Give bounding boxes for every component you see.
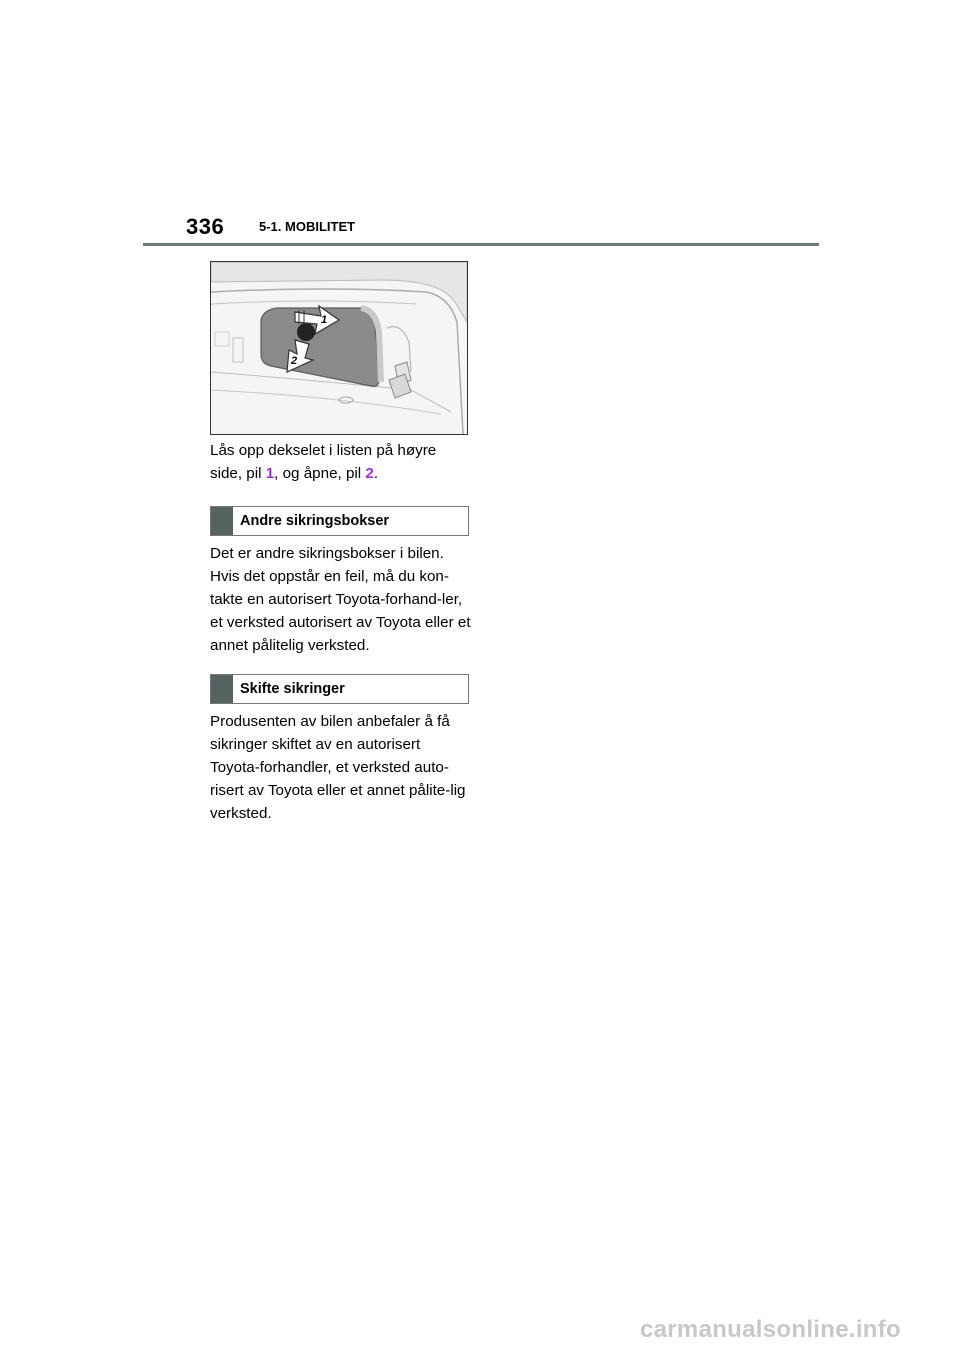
replace-fuses-paragraph: Produsenten av bilen anbefaler å få sikringer skiftet av en autorisert Toyota-forhandler, et verksted auto-risert av Toyota eller et annet pålite-lig verksted. xyxy=(210,713,466,822)
watermark: carmanualsonline.info xyxy=(640,1316,902,1343)
trunk-fuse-cover-illustration xyxy=(210,261,468,435)
instruction-text-a: Lås opp dekselet i listen på høyre side, pil xyxy=(210,442,437,482)
callout-2: 2 xyxy=(291,355,298,367)
heading-bar xyxy=(211,675,233,703)
section-title: 5-1. MOBILITET xyxy=(259,219,356,234)
page-number: 336 xyxy=(186,214,225,239)
section-heading-label: Skifte sikringer xyxy=(240,681,345,697)
section-heading-other-fuse-boxes xyxy=(210,506,469,536)
heading-bar xyxy=(211,507,233,535)
section-heading-replace-fuses xyxy=(210,674,469,704)
arrow-number-2: 2 xyxy=(365,465,374,482)
trunk-illustration-svg xyxy=(211,262,467,434)
arrow-number-1: 1 xyxy=(265,465,275,482)
instruction-paragraph xyxy=(210,439,472,485)
header-rule xyxy=(143,243,819,246)
callout-1: 1 xyxy=(321,314,328,326)
other-fuse-boxes-paragraph: Det er andre sikringsbokser i bilen. Hvis det oppstår en feil, må du kon-takte en autorisert Toyota-forhand-ler, et verksted autorisert av Toyota eller et annet pålitelig verksted. xyxy=(210,545,471,654)
section-heading-label: Andre sikringsbokser xyxy=(240,513,390,529)
instruction-text-b: , og åpne, pil xyxy=(274,465,366,482)
instruction-text-c: . xyxy=(373,465,379,482)
